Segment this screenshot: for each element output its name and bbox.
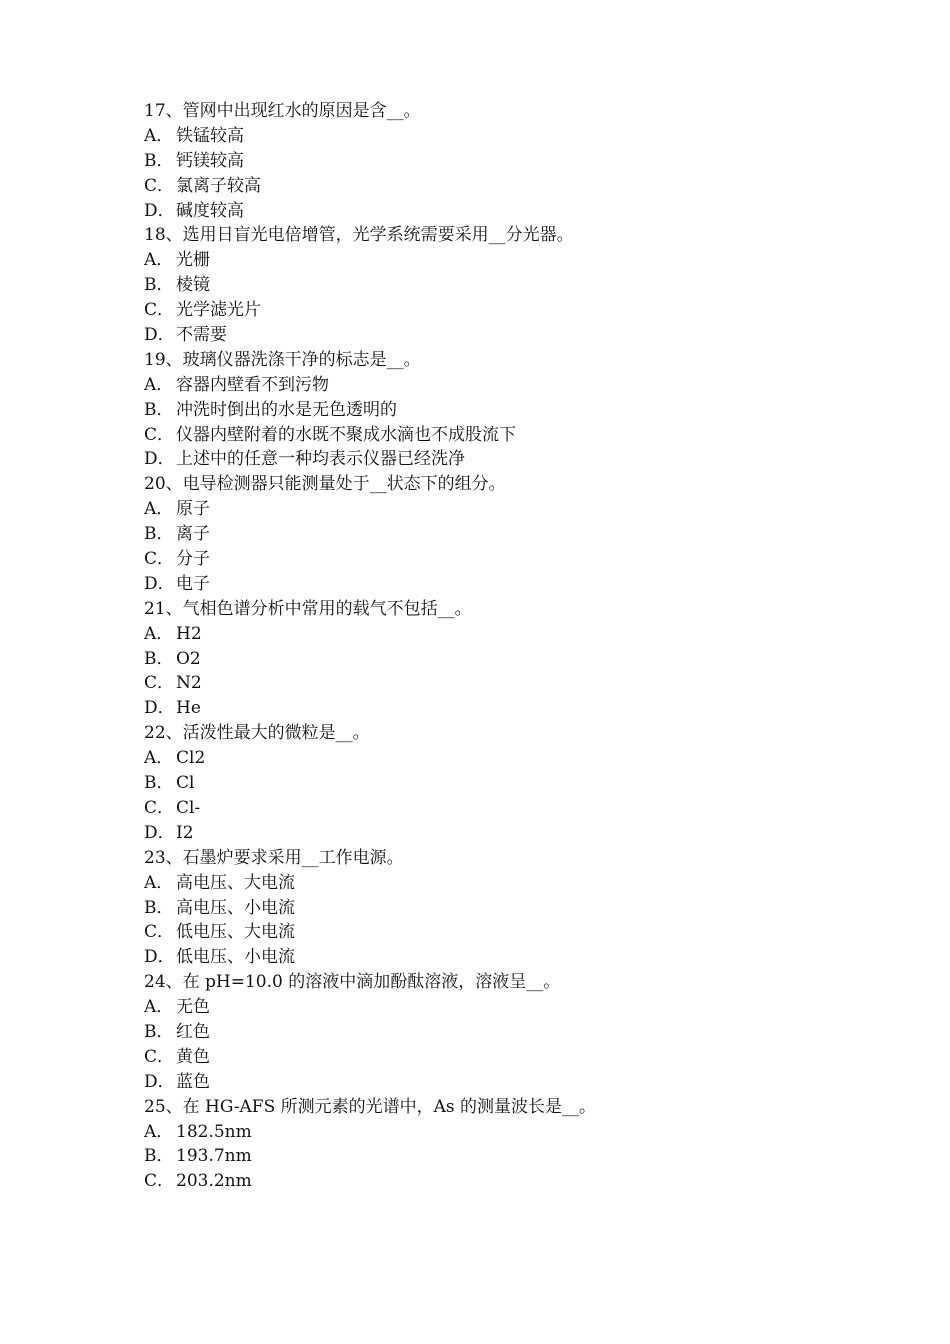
option-item: [144, 572, 804, 597]
option-item: [144, 1169, 804, 1194]
option-text: 分子: [176, 549, 210, 570]
option-text: H2: [176, 623, 202, 644]
option-item: [144, 149, 804, 174]
option-text: 光学滤光片: [176, 300, 261, 321]
option-label: B．: [144, 275, 174, 296]
option-text: 低电压、大电流: [176, 922, 295, 943]
question-text: 20、电导检测器只能测量处于__状态下的组分。: [144, 474, 506, 495]
option-item: [144, 1120, 804, 1145]
question-text: 23、石墨炉要求采用__工作电源。: [144, 847, 404, 868]
option-label: A．: [144, 1121, 174, 1142]
option-label: C．: [144, 1046, 175, 1067]
option-item: [144, 995, 804, 1020]
option-text: He: [176, 698, 201, 719]
option-text: 氯离子较高: [176, 175, 261, 196]
question-text: 17、管网中出现红水的原因是含__。: [144, 101, 421, 121]
option-label: D．: [144, 200, 175, 221]
option-text: 高电压、大电流: [176, 872, 295, 893]
option-item: [144, 696, 804, 721]
option-text: 203.2nm: [176, 1171, 252, 1192]
option-text: 碱度较高: [176, 200, 244, 221]
option-item: [144, 273, 804, 298]
option-text: 电子: [176, 573, 210, 594]
option-item: [144, 920, 804, 945]
option-item: [144, 1045, 804, 1070]
option-label: B．: [144, 648, 174, 669]
option-label: D．: [144, 449, 175, 470]
option-item: [144, 647, 804, 672]
option-item: [144, 622, 804, 647]
option-item: [144, 497, 804, 522]
option-label: B．: [144, 150, 174, 171]
option-text: 离子: [176, 524, 210, 545]
option-label: D．: [144, 325, 175, 346]
option-item: [144, 945, 804, 970]
option-item: [144, 746, 804, 771]
option-item: [144, 771, 804, 796]
question-text: 22、活泼性最大的微粒是__。: [144, 723, 370, 744]
option-text: 钙镁较高: [176, 150, 244, 171]
option-item: [144, 821, 804, 846]
option-item: [144, 398, 804, 423]
option-label: C．: [144, 549, 175, 570]
option-text: 铁锰较高: [176, 125, 244, 146]
option-label: C．: [144, 673, 175, 694]
option-item: [144, 423, 804, 448]
option-text: Cl-: [176, 797, 201, 818]
option-text: 红色: [176, 1021, 210, 1042]
option-item: [144, 871, 804, 896]
option-label: D．: [144, 573, 175, 594]
option-label: C．: [144, 922, 175, 943]
option-label: A．: [144, 499, 174, 520]
option-item: [144, 1020, 804, 1045]
option-label: B．: [144, 1146, 174, 1167]
option-text: 黄色: [176, 1046, 210, 1067]
option-label: B．: [144, 399, 174, 420]
option-label: B．: [144, 897, 174, 918]
option-item: [144, 522, 804, 547]
option-text: 仪器内壁附着的水既不聚成水滴也不成股流下: [176, 424, 516, 445]
option-text: N2: [176, 673, 202, 694]
option-label: A．: [144, 250, 174, 271]
option-label: C．: [144, 1171, 175, 1192]
question-text: 18、选用日盲光电倍增管，光学系统需要采用__分光器。: [144, 225, 574, 246]
option-item: [144, 323, 804, 348]
option-label: A．: [144, 872, 174, 893]
option-label: A．: [144, 125, 174, 146]
option-label: D．: [144, 822, 175, 843]
option-label: C．: [144, 424, 175, 445]
option-item: [144, 547, 804, 572]
option-label: A．: [144, 748, 174, 769]
option-label: D．: [144, 947, 175, 968]
option-label: C．: [144, 175, 175, 196]
option-text: 193.7nm: [176, 1146, 252, 1167]
question-list: [144, 99, 804, 1194]
option-item: [144, 248, 804, 273]
question-text: 21、气相色谱分析中常用的载气不包括__。: [144, 598, 472, 619]
option-label: D．: [144, 1071, 175, 1092]
option-label: D．: [144, 698, 175, 719]
option-text: 低电压、小电流: [176, 947, 295, 968]
option-item: [144, 174, 804, 199]
option-label: B．: [144, 773, 174, 794]
option-item: [144, 896, 804, 921]
option-label: A．: [144, 623, 174, 644]
option-item: [144, 124, 804, 149]
option-text: 棱镜: [176, 275, 210, 296]
option-text: 高电压、小电流: [176, 897, 295, 918]
option-text: O2: [176, 648, 201, 669]
option-item: [144, 796, 804, 821]
option-item: [144, 447, 804, 472]
option-item: [144, 199, 804, 224]
option-text: 光栅: [176, 250, 210, 271]
option-text: 上述中的任意一种均表示仪器已经洗净: [176, 449, 465, 470]
option-item: [144, 671, 804, 696]
option-label: B．: [144, 524, 174, 545]
option-item: [144, 373, 804, 398]
option-text: I2: [176, 822, 194, 843]
option-text: 原子: [176, 499, 210, 520]
option-text: Cl2: [176, 748, 206, 769]
option-text: 容器内壁看不到污物: [176, 374, 329, 395]
option-item: [144, 1144, 804, 1169]
option-item: [144, 298, 804, 323]
option-label: C．: [144, 300, 175, 321]
option-label: A．: [144, 997, 174, 1018]
option-text: 不需要: [176, 325, 227, 346]
option-text: 冲洗时倒出的水是无色透明的: [176, 399, 397, 420]
question-text: 25、在 HG-AFS 所测元素的光谱中，As 的测量波长是__。: [144, 1096, 597, 1117]
option-label: C．: [144, 797, 175, 818]
option-text: 蓝色: [176, 1071, 210, 1092]
option-item: [144, 1070, 804, 1095]
option-label: A．: [144, 374, 174, 395]
option-text: Cl: [176, 773, 195, 794]
option-text: 182.5nm: [176, 1121, 252, 1142]
question-text: 19、玻璃仪器洗涤干净的标志是__。: [144, 349, 421, 370]
option-text: 无色: [176, 997, 210, 1018]
question-text: 24、在 pH=10.0 的溶液中滴加酚酞溶液，溶液呈__。: [144, 972, 561, 993]
option-label: B．: [144, 1021, 174, 1042]
